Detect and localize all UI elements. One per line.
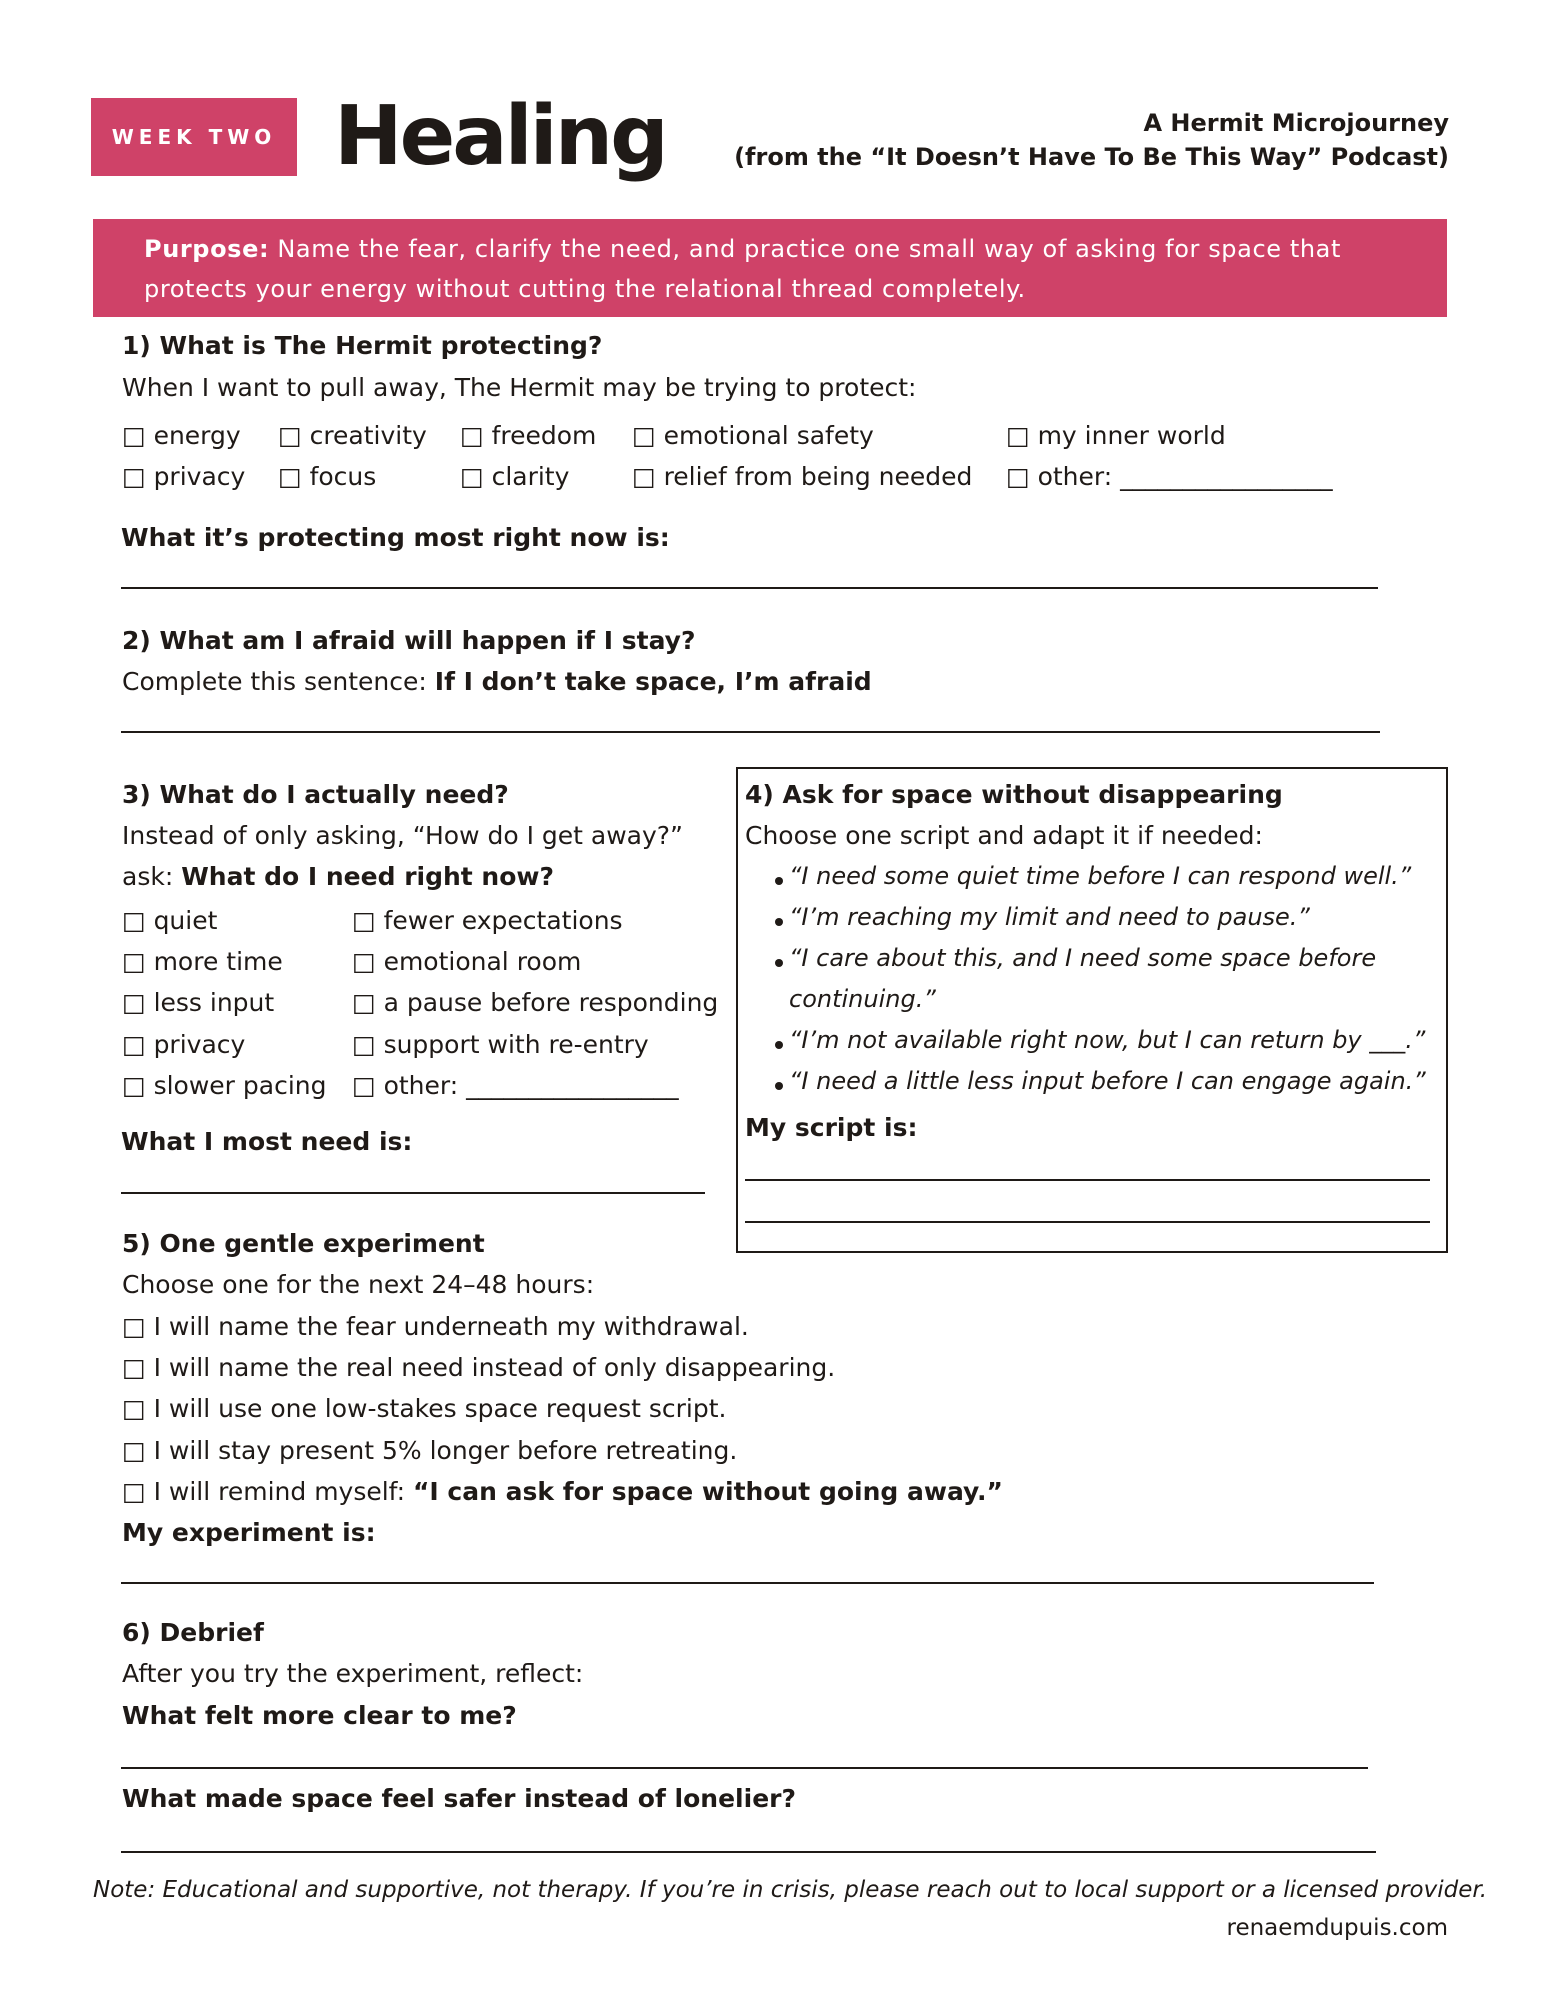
experiment-option-prefix: □ I will remind myself: (122, 1477, 406, 1506)
subtitle-line-2: (from the “It Doesn’t Have To Be This Way” Podcast) (734, 143, 1449, 171)
experiment-option[interactable]: □ I will name the real need instead of only disappearing. (122, 1353, 836, 1382)
checkbox-option[interactable]: □ emotional safety (632, 421, 874, 450)
answer-line[interactable] (121, 1767, 1368, 1769)
page-title: Healing (334, 89, 666, 184)
answer-line[interactable] (745, 1221, 1430, 1223)
checkbox-option[interactable]: □ support with re-entry (352, 1030, 649, 1059)
section-5-prompt: My experiment is: (122, 1518, 376, 1547)
answer-line[interactable] (745, 1179, 1430, 1181)
bullet (775, 1041, 783, 1049)
section-6-heading: 6) Debrief (122, 1618, 264, 1647)
week-badge: WEEK TWO (91, 98, 297, 176)
section-3-ask-question: What do I need right now? (181, 862, 555, 891)
experiment-option[interactable]: □ I will use one low-stakes space request script. (122, 1394, 727, 1423)
debrief-question-1: What felt more clear to me? (122, 1701, 517, 1730)
checkbox-option[interactable]: □ quiet (122, 906, 218, 935)
checkbox-option[interactable]: □ privacy (122, 462, 246, 491)
experiment-option[interactable]: □ I will stay present 5% longer before retreating. (122, 1436, 738, 1465)
checkbox-option[interactable]: □ my inner world (1006, 421, 1226, 450)
script-item[interactable]: “I need a little less input before I can engage again.” (789, 1067, 1426, 1095)
bullet (775, 877, 783, 885)
bullet (775, 1082, 783, 1090)
answer-line[interactable] (121, 1192, 705, 1194)
section-6-intro: After you try the experiment, reflect: (122, 1659, 584, 1688)
experiment-option[interactable] (122, 1471, 1003, 1512)
section-3-ask-line (122, 856, 554, 897)
checkbox-option[interactable]: □ slower pacing (122, 1071, 327, 1100)
bullet (775, 918, 783, 926)
subtitle-line-1: A Hermit Microjourney (1143, 109, 1449, 137)
script-item[interactable]: “I’m not available right now, but I can return by ___.” (789, 1026, 1426, 1054)
purpose-banner (93, 219, 1447, 317)
section-3-ask-prefix: ask: (122, 862, 174, 891)
section-2-heading: 2) What am I afraid will happen if I stay? (122, 626, 696, 655)
experiment-option[interactable]: □ I will name the fear underneath my withdrawal. (122, 1312, 749, 1341)
answer-line[interactable] (121, 1582, 1374, 1584)
section-1-prompt: What it’s protecting most right now is: (121, 523, 670, 552)
checkbox-option[interactable]: □ creativity (278, 421, 427, 450)
section-2-intro: Complete this sentence: (122, 667, 427, 696)
script-item[interactable]: “I care about this, and I need some space before (789, 944, 1377, 972)
debrief-question-2: What made space feel safer instead of lonelier? (122, 1784, 796, 1813)
checkbox-option[interactable]: □ freedom (460, 421, 597, 450)
checkbox-option[interactable]: □ emotional room (352, 947, 582, 976)
section-5-heading: 5) One gentle experiment (122, 1229, 485, 1258)
checkbox-option[interactable]: □ energy (122, 421, 241, 450)
experiment-option-quote: “I can ask for space without going away.” (412, 1477, 1003, 1506)
checkbox-option[interactable]: □ focus (278, 462, 377, 491)
section-3-prompt: What I most need is: (121, 1127, 413, 1156)
section-3-intro: Instead of only asking, “How do I get away?” (122, 821, 684, 850)
checkbox-option[interactable]: □ other: _________________ (352, 1071, 679, 1100)
section-3-heading: 3) What do I actually need? (122, 780, 509, 809)
checkbox-option[interactable]: □ other: _________________ (1006, 462, 1333, 491)
checkbox-option[interactable]: □ more time (122, 947, 283, 976)
section-5-intro: Choose one for the next 24–48 hours: (122, 1270, 595, 1299)
checkbox-option[interactable]: □ a pause before responding (352, 988, 719, 1017)
checkbox-option[interactable]: □ clarity (460, 462, 570, 491)
section-1-heading: 1) What is The Hermit protecting? (122, 331, 603, 360)
website-link[interactable]: renaemdupuis.com (1226, 1915, 1448, 1941)
answer-line[interactable] (121, 587, 1378, 589)
section-2-sentence: If I don’t take space, I’m afraid (434, 667, 872, 696)
answer-line[interactable] (121, 731, 1380, 733)
footer-note: Note: Educational and supportive, not therapy. If you’re in crisis, please reach out to local support or a licensed provider. (93, 1877, 1488, 1903)
checkbox-option[interactable]: □ relief from being needed (632, 462, 973, 491)
script-item[interactable]: “I’m reaching my limit and need to pause.” (789, 903, 1310, 931)
checkbox-option[interactable]: □ less input (122, 988, 275, 1017)
script-item[interactable]: “I need some quiet time before I can respond well.” (789, 862, 1412, 890)
purpose-label: Purpose: (144, 235, 270, 263)
bullet (775, 959, 783, 967)
section-4-intro: Choose one script and adapt it if needed: (745, 821, 1263, 850)
script-list (745, 856, 1445, 1106)
checkbox-option[interactable]: □ fewer expectations (352, 906, 623, 935)
purpose-text: Name the fear, clarify the need, and practice one small way of asking for space that protects your energy without cutting the relational thread completely. (144, 235, 1341, 303)
section-4-heading: 4) Ask for space without disappearing (745, 780, 1283, 809)
script-item-continued[interactable]: continuing.” (789, 985, 936, 1013)
section-1-intro: When I want to pull away, The Hermit may be trying to protect: (122, 373, 917, 402)
section-2-intro-line (122, 661, 872, 702)
answer-line[interactable] (121, 1851, 1376, 1853)
section-4-prompt: My script is: (745, 1113, 918, 1142)
header-subtitle (734, 106, 1449, 174)
checkbox-option[interactable]: □ privacy (122, 1030, 246, 1059)
